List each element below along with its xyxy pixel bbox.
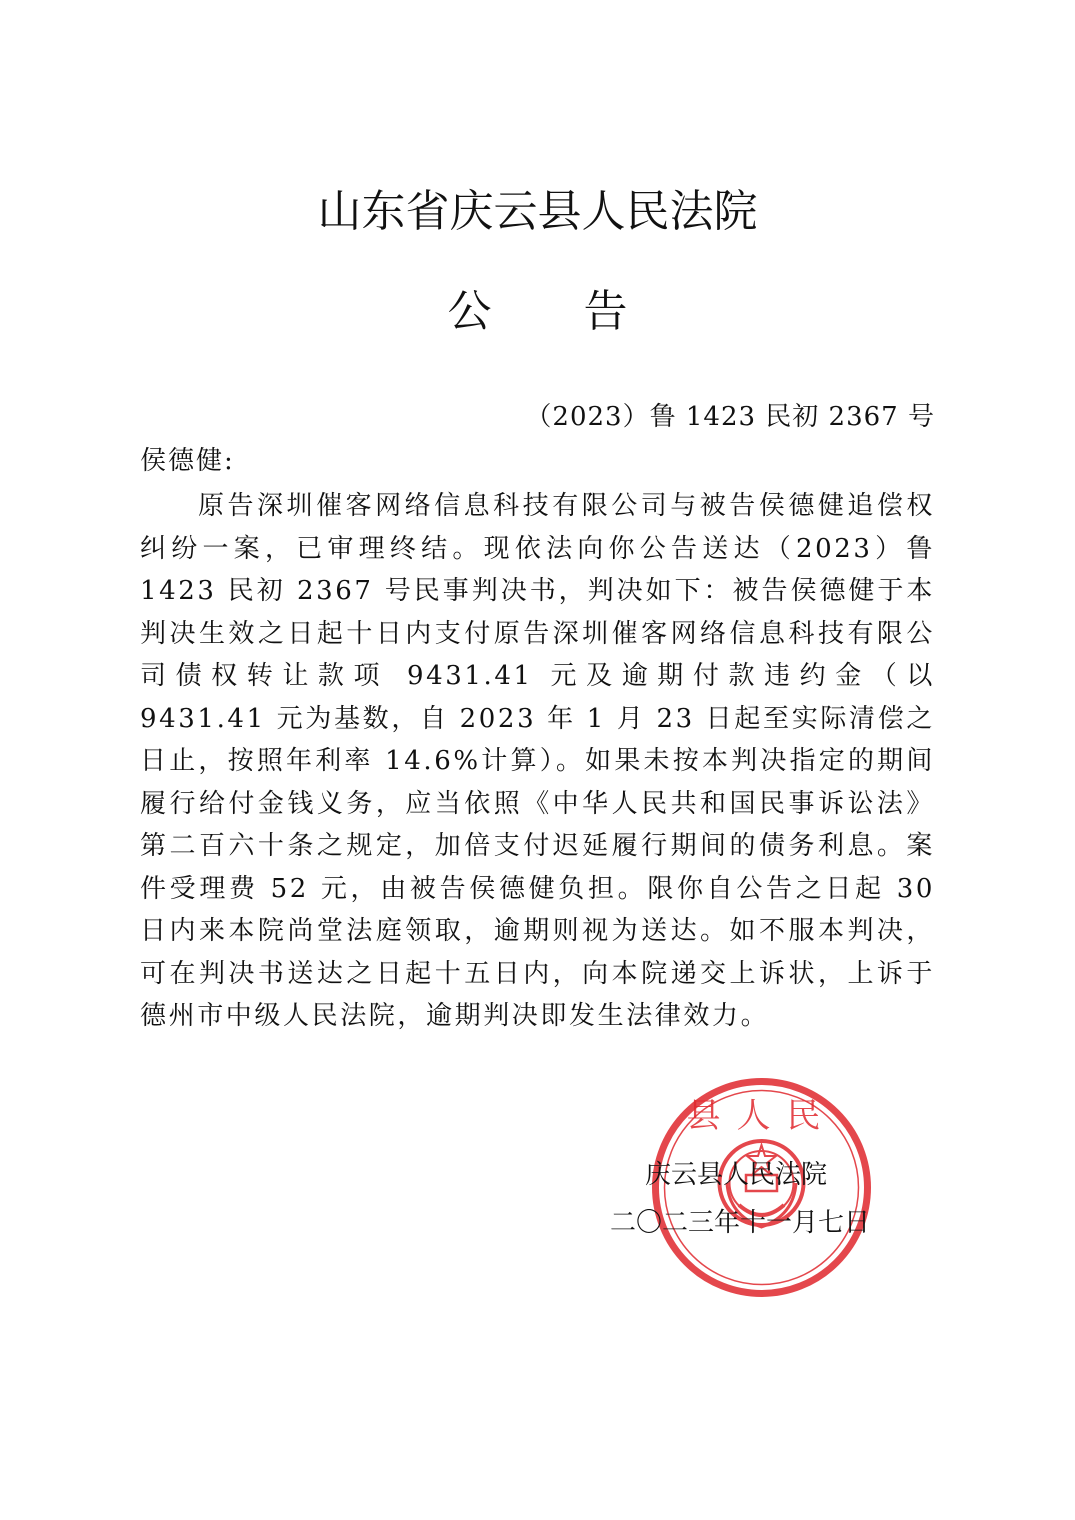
seal-lettering: 县人民 [686,1096,837,1136]
case-number: （2023）鲁 1423 民初 2367 号 [525,402,935,432]
court-name-heading: 山东省庆云县人民法院 [317,186,758,237]
document-type-heading: 公告 [447,286,720,337]
signature-date: 二〇二三年十一月七日 [610,1208,871,1238]
notice-body: 原告深圳催客网络信息科技有限公司与被告侯德健追偿权纠纷一案，已审理终结。现依法向你公告送达（2023）鲁 1423 民初 2367 号民事判决书，判决如下：被告侯德健于本判决生效之日起十日内支付原告深圳催客网络信息科技有限公司债权转让款项 9431.41 元及逾期付款违约金（以 9431.41 元为基数，自 2023 年 1 月 23 日起至实际清偿之日止，按照年利率 14.6%计算）。如果未按本判决指定的期间履行给付金钱义务，应当依照《中华人民共和国民事诉讼法》第二百六十条之规定，加倍支付迟延履行期间的债务利息。案件受理费 52 元，由被告侯德健负担。限你自公告之日起 30 日内来本院尚堂法庭领取，逾期则视为送达。如不服本判决，可在判决书送达之日起十五日内，向本院递交上诉状，上诉于德州市中级人民法院，逾期判决即发生法律效力。 [140,491,935,1031]
addressee: 侯德健: [140,446,235,476]
signature-court: 庆云县人民法院 [645,1160,828,1190]
